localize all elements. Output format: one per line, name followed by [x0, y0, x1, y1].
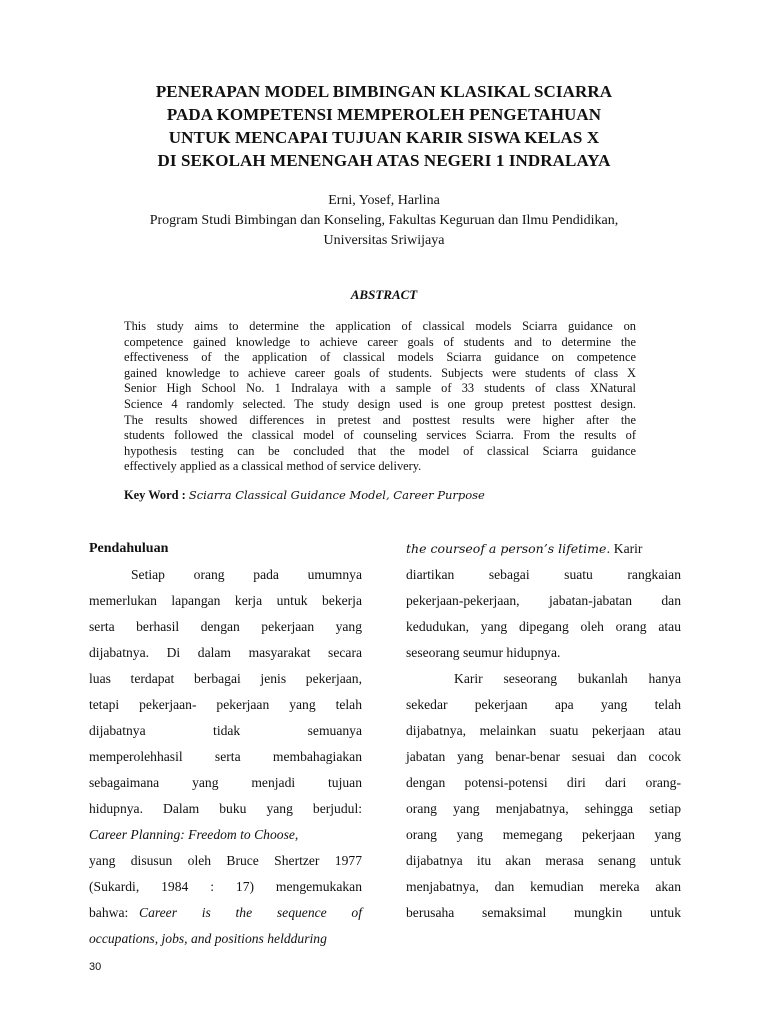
body-line: menjabatnya, dan kemudian mereka akan: [406, 879, 681, 894]
body-line: luas terdapat berbagai jenis pekerjaan,: [89, 671, 362, 686]
title-line: UNTUK MENCAPAI TUJUAN KARIR SISWA KELAS X: [168, 128, 600, 147]
paper-title: [0, 80, 768, 172]
title-line: PADA KOMPETENSI MEMPEROLEH PENGETAHUAN: [166, 105, 602, 124]
body-line: berusaha semaksimal mungkin untuk: [406, 905, 681, 920]
affiliation-line: Program Studi Bimbingan dan Konseling, Fakultas Keguruan dan Ilmu Pendidikan,: [149, 213, 619, 228]
body-text: Karir: [613, 541, 643, 556]
body-line: memperolehhasil serta membahagiakan: [89, 749, 362, 764]
abstract-line: This study aims to determine the application of classical models Sciarra guidance on: [124, 319, 636, 333]
author-names: Erni, Yosef, Harlina: [328, 193, 440, 208]
body-line: (Sukardi, 1984 : 17) mengemukakan: [89, 879, 362, 894]
body-line: dengan potensi-potensi diri dari orang-: [406, 775, 681, 790]
body-line: kedudukan, yang dipegang oleh orang atau: [406, 619, 681, 634]
body-line: sebagaimana yang menjadi tujuan: [89, 775, 362, 790]
affiliation-line: Universitas Sriwijaya: [323, 233, 445, 248]
body-line: tetapi pekerjaan- pekerjaan yang telah: [89, 697, 362, 712]
quote-end: the courseof a person’s lifetime.: [406, 541, 611, 556]
page-number: 30: [89, 961, 102, 973]
quote-prefix: bahwa:: [89, 905, 129, 920]
body-line: dijabatnya itu akan merasa senang untuk: [406, 853, 681, 868]
body-line: orang yang menjabatnya, sehingga setiap: [406, 801, 681, 816]
body-line: dijabatnya, melainkan suatu pekerjaan atau: [406, 723, 681, 738]
body-line: yang disusun oleh Bruce Shertzer 1977: [89, 853, 362, 868]
body-line: pekerjaan-pekerjaan, jabatan-jabatan dan: [406, 593, 681, 608]
body-line: Karir seseorang bukanlah hanya: [454, 671, 681, 686]
quote-line: occupations, jobs, and positions heldduring: [89, 931, 327, 946]
abstract-line: gained knowledge to achieve career goals of students. Subjects were students of class X: [124, 365, 636, 380]
keywords: [124, 488, 485, 503]
body-line: hidupnya. Dalam buku yang berjudul:: [89, 801, 362, 816]
body-line: seseorang seumur hidupnya.: [406, 645, 561, 660]
body-line: sekedar pekerjaan apa yang telah: [406, 697, 681, 712]
abstract-line: Science 4 randomly selected. The study design used is one group pretest posttest design.: [124, 396, 636, 411]
abstract-line: competence gained knowledge to achieve career goals of students and to determine the: [124, 334, 636, 349]
abstract-line: effectively applied as a classical method of service delivery.: [124, 459, 422, 474]
abstract-body: [124, 319, 636, 475]
body-line: [89, 905, 362, 921]
keywords-text: Sciarra Classical Guidance Model, Career Purpose: [188, 488, 485, 502]
author-block: [0, 191, 768, 251]
body-line: orang yang memegang pekerjaan yang: [406, 827, 681, 842]
body-line: jabatan yang benar-benar sesuai dan cocok: [406, 749, 681, 764]
section-heading: Pendahuluan: [89, 541, 169, 556]
body-line: memerlukan lapangan kerja untuk bekerja: [89, 593, 362, 608]
book-title-suffix: ,: [294, 827, 299, 842]
keywords-label: Key Word :: [124, 488, 186, 502]
body-line: diartikan sebagai suatu rangkaian: [406, 567, 681, 582]
abstract-line: students followed the classical model of counseling services Sciarra. From the results of: [124, 428, 636, 443]
body-line: [406, 541, 681, 557]
abstract-line: Senior High School No. 1 Indralaya with a sample of 33 students of class XNatural: [124, 381, 636, 396]
body-line: dijabatnya tidak semuanya: [89, 723, 362, 738]
abstract-line: The results showed differences in pretest and posttest results were higher after the: [124, 412, 636, 427]
body-line: Setiap orang pada umumnya: [131, 567, 362, 582]
body-line: [89, 827, 362, 843]
abstract-line: effectiveness of the application of classical models Sciarra guidance on competence: [124, 350, 636, 365]
title-line: PENERAPAN MODEL BIMBINGAN KLASIKAL SCIARRA: [155, 82, 613, 101]
body-line: dijabatnya. Di dalam masyarakat secara: [89, 645, 362, 660]
body-line: serta berhasil dengan pekerjaan yang: [89, 619, 362, 634]
book-title: Career Planning: Freedom to Choose: [89, 827, 295, 842]
title-line: DI SEKOLAH MENENGAH ATAS NEGERI 1 INDRALAYA: [157, 151, 611, 170]
abstract-line: hypothesis testing can be concluded that the model of classical Sciarra guidance: [124, 443, 636, 458]
abstract-heading: ABSTRACT: [350, 287, 418, 302]
quote-text: Career is the sequence of: [139, 905, 362, 920]
